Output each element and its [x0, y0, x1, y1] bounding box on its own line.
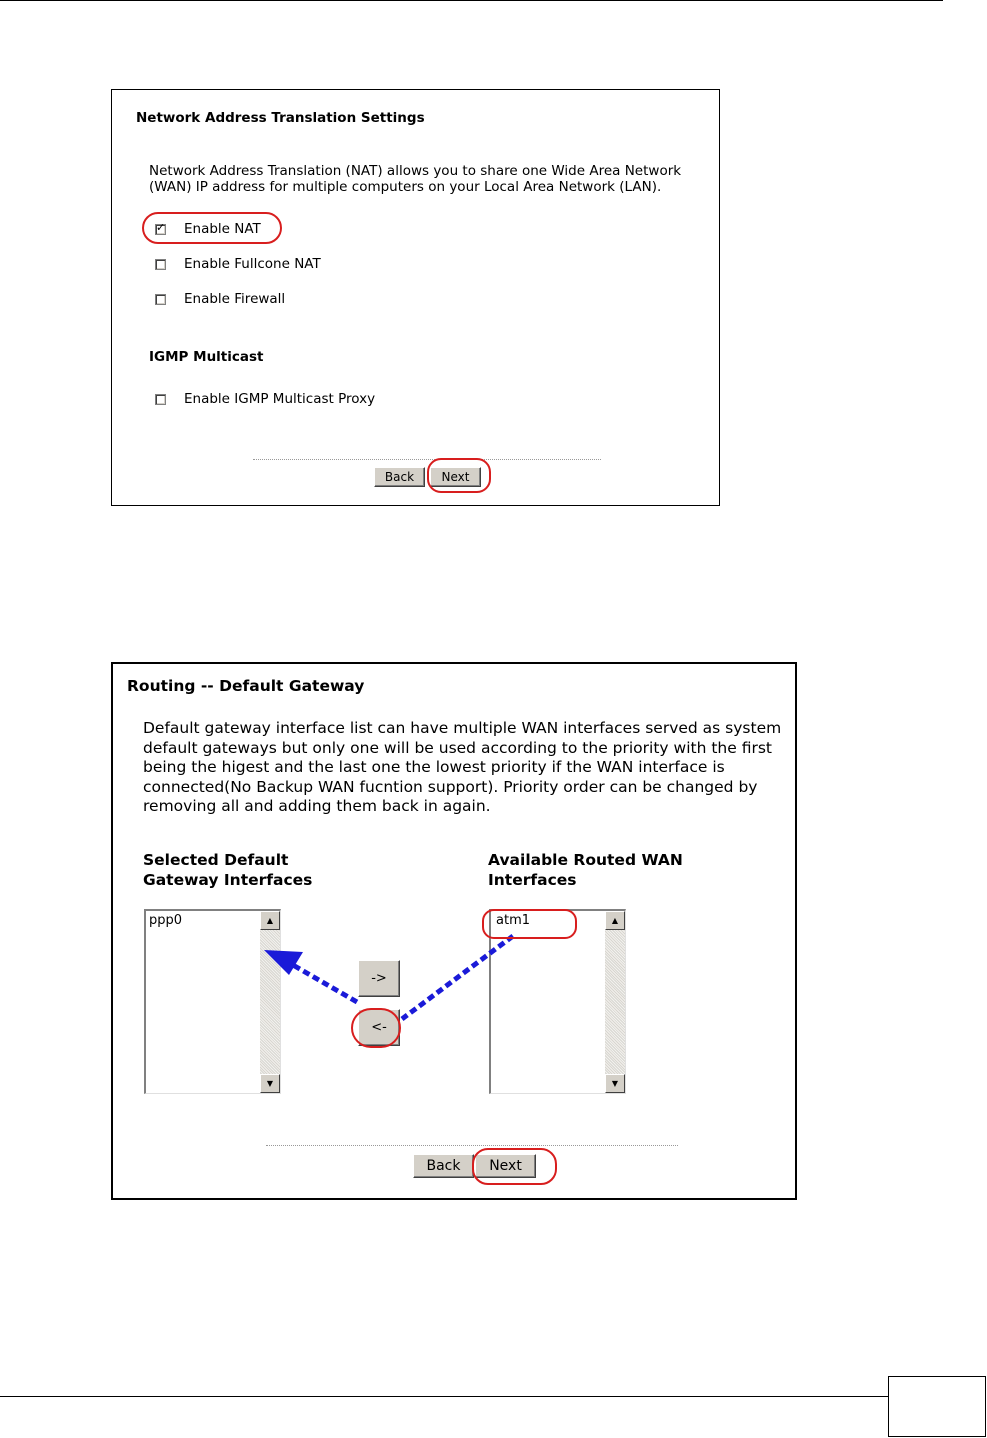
routing-description-line2: default gateways but only one will be used according to the priority with the first — [143, 738, 772, 757]
routing-default-gateway-panel — [111, 662, 797, 1200]
nat-description-line1: Network Address Translation (NAT) allows you to share one Wide Area Network — [149, 163, 682, 179]
scroll-up-arrow-icon[interactable]: ▲ — [605, 911, 625, 930]
enable-fullcone-nat-checkbox[interactable] — [155, 259, 166, 270]
enable-igmp-proxy-checkbox[interactable] — [155, 394, 166, 405]
nat-next-highlight-ring — [427, 458, 491, 493]
nat-next-button[interactable]: Next — [430, 467, 481, 487]
igmp-heading: IGMP Multicast — [149, 349, 264, 365]
routing-description-line3: being the higest and the last one the lowest priority if the WAN interface is — [143, 758, 725, 776]
annotation-arrows — [113, 664, 799, 1202]
page-top-rule — [0, 0, 943, 1]
routing-next-button[interactable]: Next — [475, 1154, 536, 1178]
available-wan-heading-line2: Interfaces — [488, 871, 577, 889]
nat-panel-title: Network Address Translation Settings — [136, 110, 425, 126]
enable-igmp-proxy-label: Enable IGMP Multicast Proxy — [184, 391, 376, 407]
enable-firewall-checkbox[interactable] — [155, 294, 166, 305]
move-left-highlight-ring — [351, 1008, 401, 1048]
listbox-item-atm1[interactable]: atm1 — [496, 913, 530, 928]
routing-description-line5: removing all and adding them back in again. — [143, 797, 491, 815]
routing-panel-title: Routing -- Default Gateway — [127, 677, 365, 695]
listbox-item-ppp0[interactable]: ppp0 — [149, 913, 183, 928]
nat-settings-panel — [111, 89, 720, 506]
enable-fullcone-nat-label: Enable Fullcone NAT — [184, 256, 321, 272]
routing-next-highlight-ring — [472, 1148, 557, 1185]
nat-description-line2: (WAN) IP address for multiple computers on your Local Area Network (LAN). — [149, 179, 662, 195]
scroll-down-arrow-icon[interactable]: ▼ — [260, 1074, 280, 1093]
available-wan-heading-line1: Available Routed WAN — [488, 851, 683, 869]
scroll-down-arrow-icon[interactable]: ▼ — [605, 1074, 625, 1093]
routing-back-button[interactable]: Back — [413, 1154, 474, 1178]
scroll-up-arrow-icon[interactable]: ▲ — [260, 911, 280, 930]
checkmark-icon: ✓ — [156, 221, 166, 234]
atm1-highlight-ring — [482, 909, 577, 939]
enable-firewall-label: Enable Firewall — [184, 291, 286, 307]
nat-back-button[interactable]: Back — [374, 467, 425, 487]
selected-gateway-heading-line2: Gateway Interfaces — [143, 871, 313, 889]
enable-nat-highlight-ring — [142, 212, 282, 244]
selected-gateway-heading-line1: Selected Default — [143, 851, 289, 869]
routing-description-line4: connected(No Backup WAN fucntion support). Priority order can be changed by — [143, 777, 758, 796]
page-bottom-rule — [0, 1396, 888, 1397]
move-left-button[interactable]: <- — [358, 1009, 400, 1046]
nat-button-divider — [253, 459, 601, 460]
enable-nat-label: Enable NAT — [184, 221, 261, 237]
routing-description-line1: Default gateway interface list can have multiple WAN interfaces served as system — [143, 719, 782, 737]
page-number-box — [888, 1376, 986, 1437]
move-right-button[interactable]: -> — [358, 960, 400, 997]
